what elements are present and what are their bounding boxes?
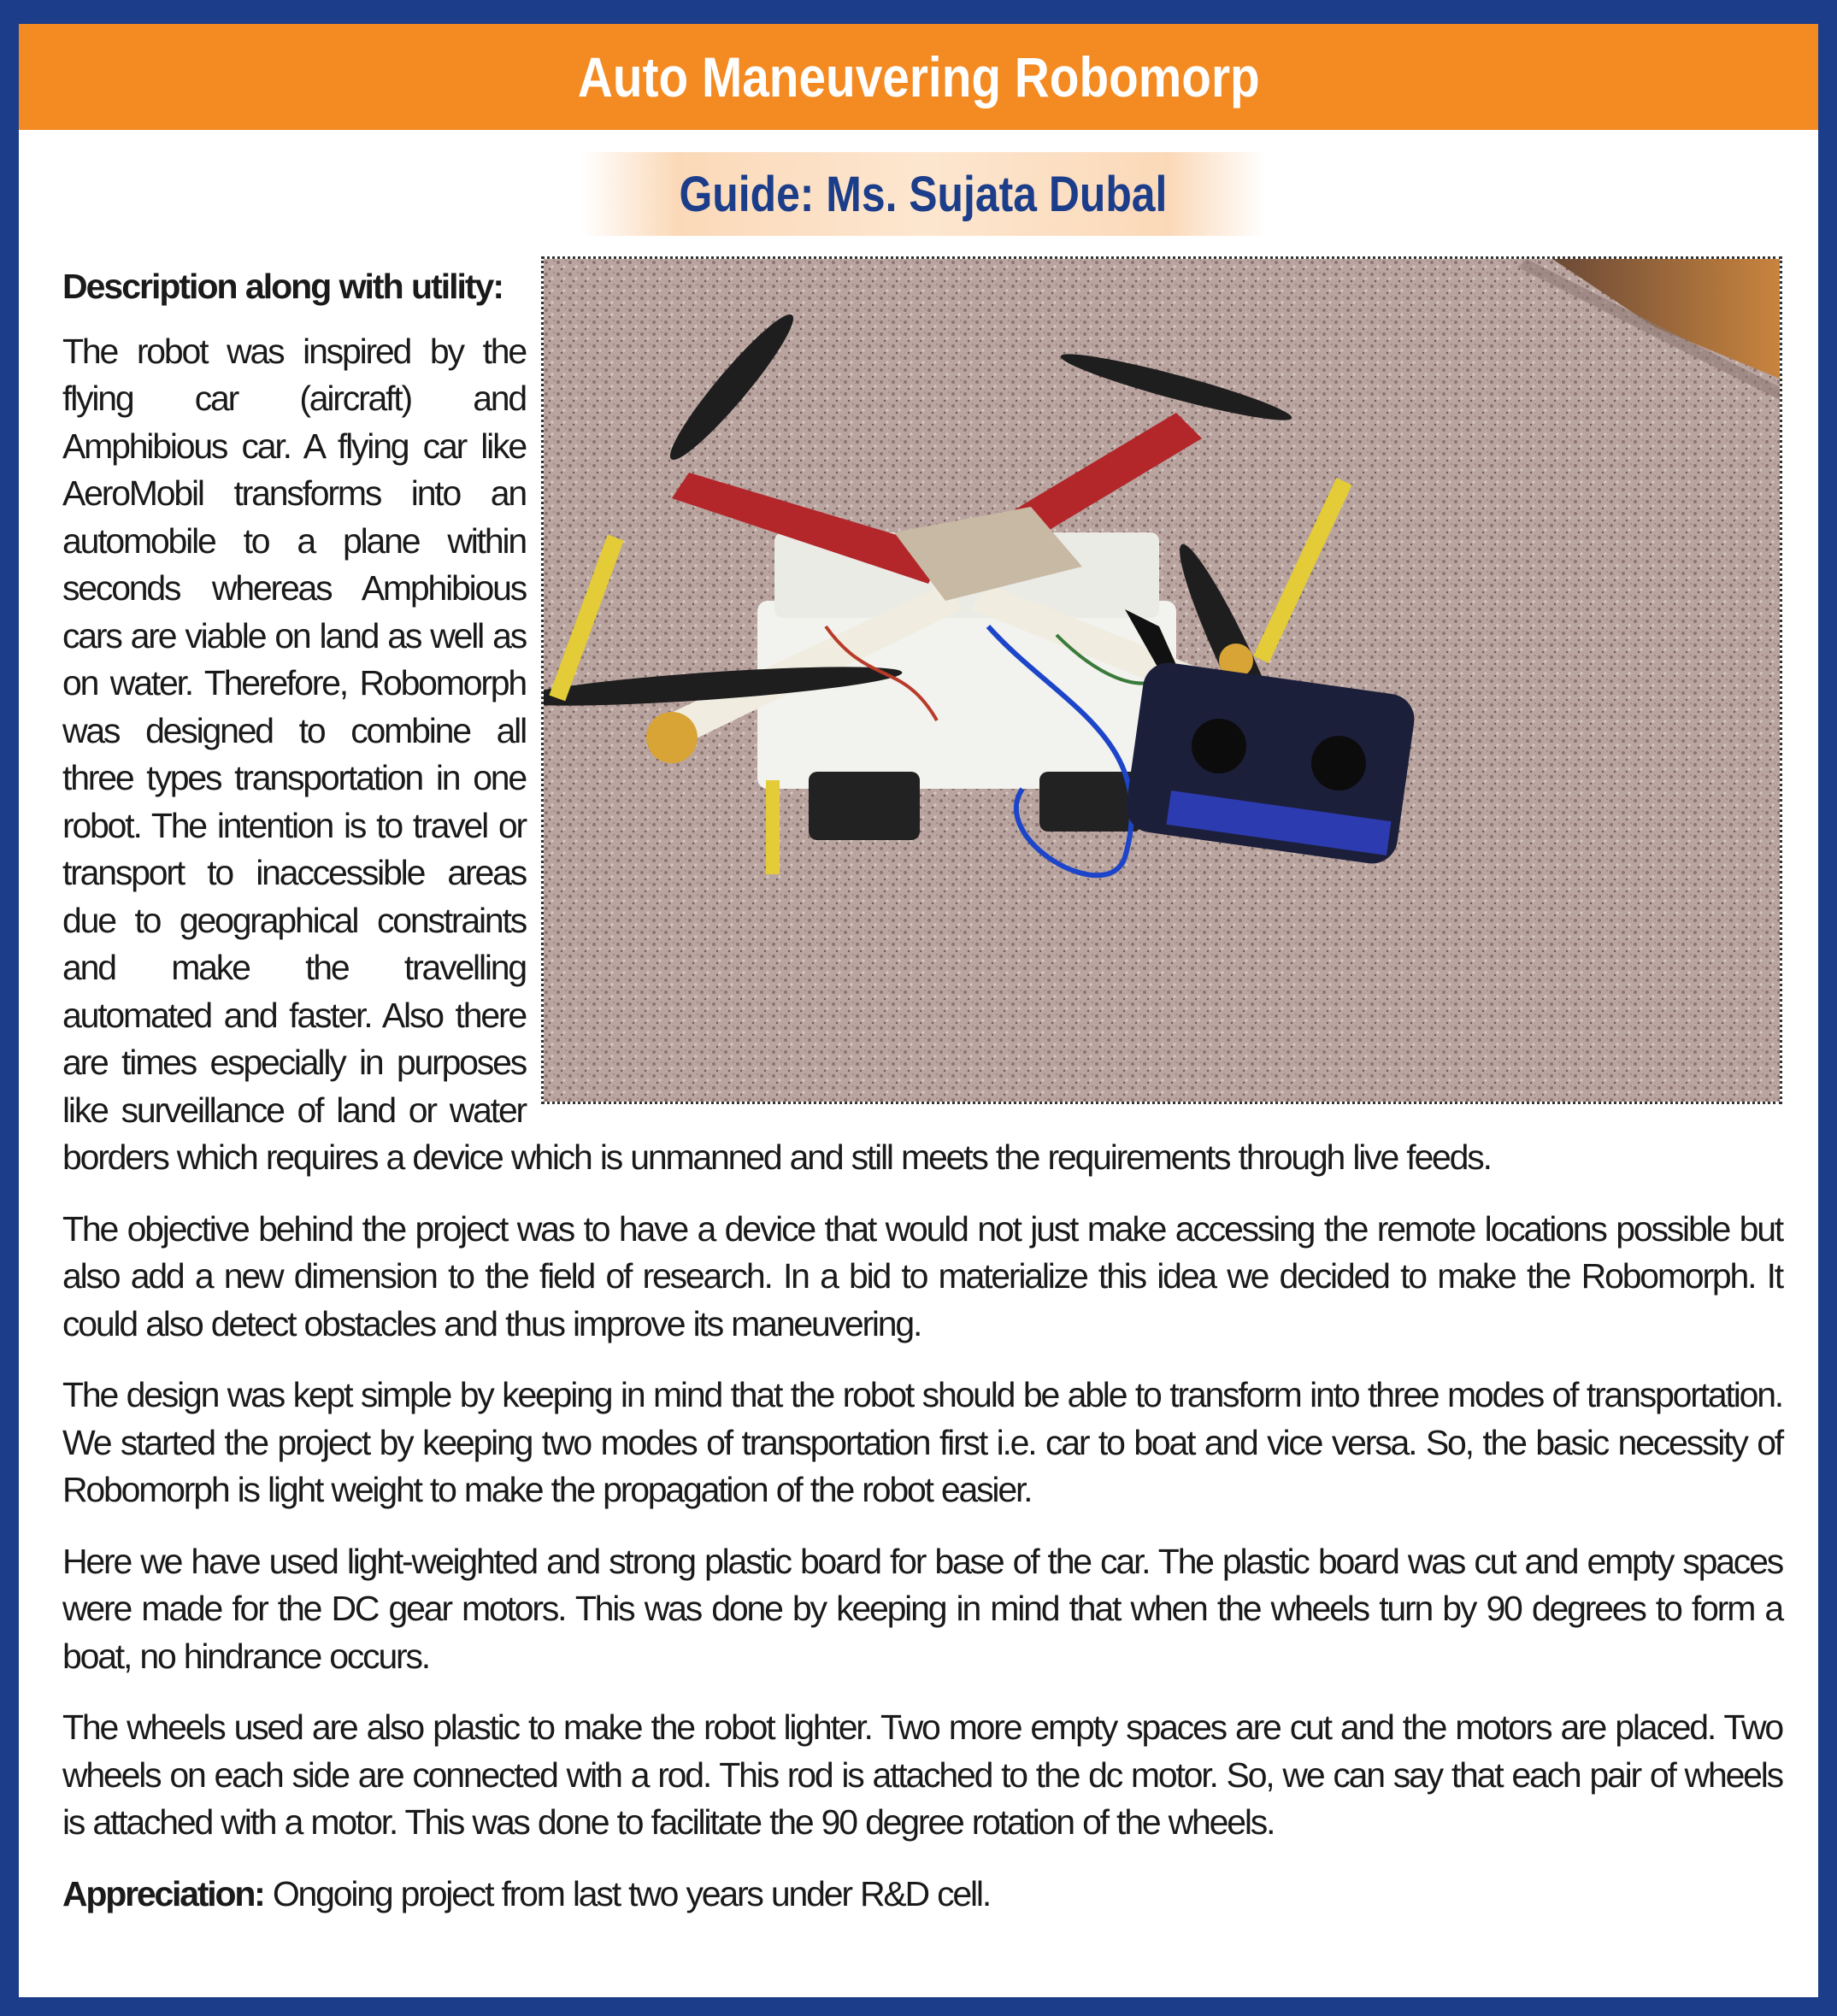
title-banner (19, 24, 1818, 130)
appreciation-text: Ongoing project from last two years under R&D cell. (263, 1873, 991, 1913)
appreciation-line (62, 1871, 1782, 1919)
paragraph-wheels: The wheels used are also plastic to make the robot lighter. Two more empty spaces are cut and the motors are placed. Two wheels on each side are connected with a rod. This rod is attached to the dc motor. So, we can say that each pair of wheels is attached with a motor. This was done to facilitate the 90 degree rotation of the wheels. (62, 1707, 1782, 1842)
description-section (62, 256, 1782, 1942)
paragraph-base: Here we have used light-weighted and strong plastic board for base of the car. The plastic board was cut and empty spaces were made for the DC gear motors. This was done by keeping in mind that when the wheels turn by 90 degrees to form a boat, no hindrance occurs. (62, 1541, 1782, 1676)
appreciation-label: Appreciation: (62, 1873, 264, 1913)
page-title: Auto Maneuvering Robomorp (577, 45, 1260, 109)
section-heading: Description along with utility: (62, 267, 503, 306)
paragraph-objective: The objective behind the project was to have a device that would not just make accessing the remote locations possible but also add a new dimension to the field of research. In a bid to materialize this idea we decided to make the Robomorph. It could also detect obstacles and thus improve its maneuvering. (62, 1208, 1782, 1343)
paragraph-design: The design was kept simple by keeping in mind that the robot should be able to transform into three modes of transportation. We started the project by keeping two modes of transportation first i.e. car to boat and vice versa. So, the basic necessity of Robomorph is light weight to make the propagation of the robot easier. (62, 1375, 1782, 1509)
paragraph-inspiration: The robot was inspired by the flying car (aircraft) and Amphibious car. A flying car like AeroMobil transforms into an automobile to a plane within seconds whereas Amphibious cars are viable on land as well as on water. Therefore, Robomorph was designed to combine all three types transportation in one robot. The intention is to travel or transport to inaccessible areas due to geographical constraints and make the travelling automated and faster. Also there are times especially in purposes like surveillance of land or water borders which requires a device which is unmanned and still meets the requirements through live feeds. (62, 331, 1491, 1177)
photo-spacer (526, 256, 1782, 1111)
guide-name: Guide: Ms. Sujata Dubal (679, 166, 1168, 222)
guide-banner (581, 152, 1265, 236)
